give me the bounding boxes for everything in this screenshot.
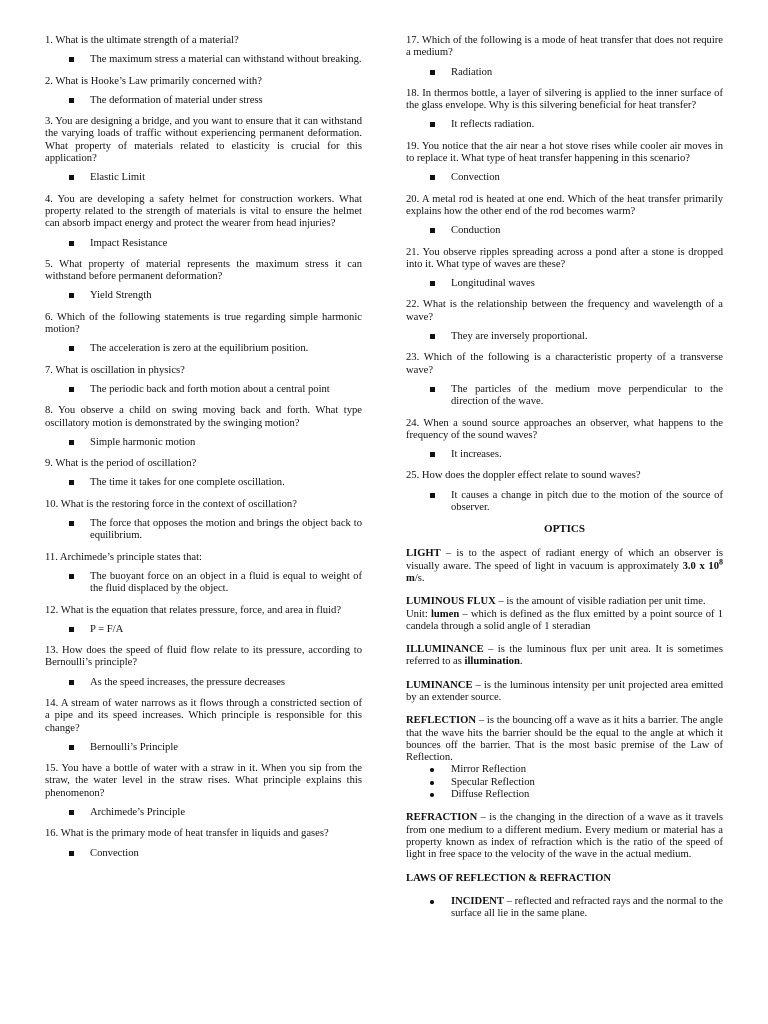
- question-text: 8. You observe a child on swing moving back and forth. What type oscillatory motion is demonstrated by the swinging motion?: [45, 405, 362, 429]
- luminous-flux-definition: [406, 596, 723, 633]
- answer: [45, 677, 362, 689]
- answer: [406, 384, 723, 409]
- reflection-types-list: [406, 764, 723, 801]
- qa-item-12: [45, 605, 362, 637]
- square-bullet-icon: [69, 440, 74, 445]
- qa-item-11: [45, 552, 362, 596]
- qa-item-10: [45, 499, 362, 543]
- refraction-term: REFRACTION: [406, 812, 478, 824]
- qa-item-1: [45, 35, 362, 67]
- square-bullet-icon: [69, 293, 74, 298]
- square-bullet-icon: [430, 334, 435, 339]
- qa-item-23: [406, 352, 723, 408]
- qa-item-18: [406, 88, 723, 132]
- question-text: 1. What is the ultimate strength of a material?: [45, 35, 239, 46]
- qa-item-8: [45, 405, 362, 449]
- qa-item-5: [45, 259, 362, 303]
- qa-item-19: [406, 141, 723, 185]
- list-item: [406, 764, 723, 776]
- bullet-icon: [430, 900, 434, 904]
- square-bullet-icon: [69, 480, 74, 485]
- answer-text: The acceleration is zero at the equilibrium position.: [90, 343, 309, 355]
- answer-text: It reflects radiation.: [451, 119, 535, 131]
- question-text: 7. What is oscillation in physics?: [45, 364, 185, 376]
- illuminance-tail: .: [519, 656, 523, 668]
- answer-text: It causes a change in pitch due to the motion of the source of observer.: [451, 489, 723, 514]
- reflection-term: REFLECTION: [406, 715, 477, 727]
- incident-term: INCIDENT: [451, 895, 504, 907]
- square-bullet-icon: [69, 627, 74, 632]
- answer-text: They are inversely proportional.: [451, 331, 588, 343]
- answer-text: Conduction: [451, 225, 501, 237]
- square-bullet-icon: [69, 680, 74, 685]
- question-text: 18. In thermos bottle, a layer of silvering is applied to the inner surface of the glass envelope. Why is this silvering beneficial for heat transfer?: [406, 87, 723, 112]
- question-text: 11. Archimede’s principle states that:: [45, 551, 203, 563]
- square-bullet-icon: [430, 228, 435, 233]
- answer: [45, 238, 362, 250]
- answer-text: The force that opposes the motion and brings the object back to equilibrium.: [90, 518, 362, 542]
- question-text: 17. Which of the following is a mode of heat transfer that does not require a medium?: [406, 35, 723, 59]
- answer: [45, 848, 362, 860]
- light-speed-base: 3.0 x 10: [682, 560, 719, 572]
- answer: [45, 54, 362, 66]
- answer-text: The periodic back and forth motion about a central point: [90, 383, 330, 395]
- qa-item-3: [45, 116, 362, 184]
- question-text: 24. When a sound source approaches an observer, what happens to the frequency of the sound waves?: [406, 417, 723, 441]
- answer-text: Archimede’s Principle: [90, 807, 186, 819]
- answer: [45, 437, 362, 449]
- qa-item-21: [406, 247, 723, 291]
- answer-text: The maximum stress a material can withstand without breaking.: [90, 54, 362, 66]
- bullet-icon: [430, 793, 434, 797]
- question-text: 2. What is Hooke’s Law primarily concerned with?: [45, 75, 262, 87]
- answer: [45, 384, 362, 396]
- answer: [45, 807, 362, 819]
- question-text: 14. A stream of water narrows as it flows through a constricted section of a pipe and its speed increases. Which principle is responsible for this change?: [45, 697, 362, 734]
- illuminance-term: ILLUMINANCE: [406, 644, 484, 656]
- bullet-icon: [430, 768, 434, 772]
- square-bullet-icon: [69, 57, 74, 62]
- answer-text: Longitudinal waves: [451, 278, 535, 290]
- answer: [406, 67, 723, 79]
- square-bullet-icon: [69, 574, 74, 579]
- qa-item-16: [45, 828, 362, 860]
- question-text: 12. What is the equation that relates pressure, force, and area in fluid?: [45, 604, 342, 616]
- question-text: 21. You observe ripples spreading across a pond after a stone is dropped into it. What type of waves are these?: [406, 246, 723, 270]
- square-bullet-icon: [430, 281, 435, 286]
- reflection-definition: [406, 715, 723, 764]
- answer-text: Convection: [90, 847, 139, 859]
- answer: [45, 624, 362, 636]
- answer-text: It increases.: [451, 449, 502, 461]
- answer: [406, 331, 723, 343]
- square-bullet-icon: [69, 745, 74, 750]
- answer: [406, 172, 723, 184]
- light-text: – is to the aspect of radiant energy of which an observer is visually aware. The speed of light in vacuum is approximately: [406, 548, 723, 572]
- reflection-type: Diffuse Reflection: [451, 789, 530, 801]
- question-text: 15. You have a bottle of water with a straw in it. When you sip from the straw, the water level in the straw rises. What principle explains this phenomenon?: [45, 763, 362, 799]
- square-bullet-icon: [430, 387, 435, 392]
- answer: [45, 477, 362, 489]
- answer-text: Radiation: [451, 66, 493, 78]
- left-column: [45, 35, 362, 869]
- light-speed-unit: m: [406, 572, 415, 584]
- answer: [45, 343, 362, 355]
- answer-text: Elastic Limit: [90, 172, 146, 184]
- square-bullet-icon: [430, 122, 435, 127]
- square-bullet-icon: [430, 452, 435, 457]
- answer-text: The deformation of material under stress: [90, 94, 263, 106]
- qa-item-14: [45, 698, 362, 754]
- answer-text: The time it takes for one complete oscillation.: [90, 477, 285, 489]
- qa-item-22: [406, 299, 723, 343]
- answer-text: The particles of the medium move perpendicular to the direction of the wave.: [451, 383, 723, 408]
- luminance-text: – is the luminous intensity per unit projected area emitted by an extender source.: [406, 679, 723, 703]
- question-text: 19. You notice that the air near a hot stove rises while cooler air moves in to replace it. What type of heat transfer happening in this scenario?: [406, 140, 723, 165]
- incident-text: – reflected and refracted rays and the normal to the surface all lie in the same plane.: [451, 895, 723, 920]
- square-bullet-icon: [69, 98, 74, 103]
- qa-item-24: [406, 418, 723, 462]
- answer: [406, 490, 723, 515]
- reflection-type: Mirror Reflection: [451, 764, 527, 776]
- right-column: [406, 35, 723, 920]
- square-bullet-icon: [69, 175, 74, 180]
- question-text: 6. Which of the following statements is true regarding simple harmonic motion?: [45, 311, 362, 336]
- light-speed-exponent: 8: [719, 557, 723, 567]
- question-text: 20. A metal rod is heated at one end. Which of the heat transfer primarily explains how the other end of the rod becomes warm?: [406, 193, 723, 217]
- incident-law: [406, 896, 723, 921]
- answer: [45, 742, 362, 754]
- answer-text: As the speed increases, the pressure decreases: [90, 676, 286, 688]
- qa-item-9: [45, 458, 362, 490]
- question-text: 22. What is the relationship between the frequency and wavelength of a wave?: [406, 299, 723, 323]
- reflection-type: Specular Reflection: [451, 776, 535, 788]
- answer-text: Simple harmonic motion: [90, 436, 196, 448]
- square-bullet-icon: [69, 387, 74, 392]
- question-text: 4. You are developing a safety helmet for construction workers. What property related to the strength of materials is vital to ensure the helmet can absorb impact energy and protect the wearer from head injuries?: [45, 193, 362, 230]
- qa-item-20: [406, 194, 723, 238]
- qa-item-6: [45, 312, 362, 356]
- answer-text: Impact Resistance: [90, 237, 168, 249]
- optics-heading: OPTICS: [544, 523, 585, 536]
- answer: [45, 290, 362, 302]
- unit-label: Unit:: [406, 608, 431, 620]
- question-text: 25. How does the doppler effect relate to sound waves?: [406, 470, 641, 482]
- qa-item-13: [45, 645, 362, 689]
- answer: [45, 518, 362, 543]
- question-text: 3. You are designing a bridge, and you want to ensure that it can withstand the varying loads of traffic without experiencing permanent deformation. What property of materials related to elasticity is crucial for this application?: [45, 116, 362, 165]
- list-item: [406, 789, 723, 801]
- question-text: 9. What is the period of oscillation?: [45, 458, 197, 470]
- question-text: 13. How does the speed of fluid flow relate to its pressure, according to Bernoulli’s principle?: [45, 645, 362, 669]
- unit-text: – which is defined as the flux emitted by a point source of 1 candela through a solid angle of 1 steradian: [406, 608, 723, 632]
- bullet-icon: [430, 781, 434, 785]
- answer: [45, 172, 362, 184]
- answer-text: Convection: [451, 172, 500, 184]
- square-bullet-icon: [69, 810, 74, 815]
- luminance-definition: [406, 680, 723, 705]
- luminance-term: LUMINANCE: [406, 679, 473, 691]
- question-text: 23. Which of the following is a characteristic property of a transverse wave?: [406, 352, 723, 376]
- question-text: 16. What is the primary mode of heat transfer in liquids and gases?: [45, 828, 329, 840]
- illuminance-text: – is the luminous flux per unit area. It is sometimes referred to as: [406, 644, 723, 668]
- answer: [406, 278, 723, 290]
- qa-item-7: [45, 365, 362, 397]
- square-bullet-icon: [430, 493, 435, 498]
- light-tail: /s.: [414, 572, 425, 584]
- answer-text: Yield Strength: [90, 290, 152, 302]
- qa-item-2: [45, 76, 362, 108]
- square-bullet-icon: [69, 521, 74, 526]
- light-term: LIGHT: [406, 548, 441, 560]
- question-text: 5. What property of material represents the maximum stress it can withstand before permanent deformation?: [45, 258, 362, 283]
- light-definition: [406, 548, 723, 585]
- answer: [406, 449, 723, 461]
- luminous-flux-term: LUMINOUS FLUX: [406, 596, 496, 608]
- square-bullet-icon: [430, 70, 435, 75]
- square-bullet-icon: [430, 175, 435, 180]
- refraction-definition: [406, 812, 723, 861]
- answer-text: Bernoulli’s Principle: [90, 741, 178, 753]
- refraction-text: – is the changing in the direction of a wave as it travels from one medium to a different medium. Every medium or material has a property known as index of refraction which is the ratio of the speed of light in free space to the velocity of the wave in the actual medium.: [406, 812, 723, 861]
- square-bullet-icon: [69, 346, 74, 351]
- answer: [45, 95, 362, 107]
- answer: [406, 119, 723, 131]
- illumination-term: illumination: [464, 656, 520, 668]
- laws-section-title: LAWS OF REFLECTION & REFRACTION: [406, 872, 612, 884]
- answer: [45, 571, 362, 596]
- answer: [406, 225, 723, 237]
- unit-term: lumen: [430, 608, 460, 620]
- qa-item-4: [45, 194, 362, 250]
- square-bullet-icon: [69, 241, 74, 246]
- illuminance-definition: [406, 644, 723, 669]
- answer-text: The buoyant force on an object in a fluid is equal to weight of the fluid displaced by the object.: [90, 570, 362, 595]
- qa-item-15: [45, 763, 362, 819]
- qa-item-25: [406, 470, 723, 514]
- reflection-text: – is the bouncing off a wave as it hits a barrier. The angle that the wave hits the barrier should be the equal to the angle at which it bounces off the barrier. That is the most basic premise of the Law of Reflection.: [406, 715, 723, 764]
- square-bullet-icon: [69, 851, 74, 856]
- list-item: [406, 777, 723, 789]
- qa-item-17: [406, 35, 723, 79]
- luminous-flux-text: – is the amount of visible radiation per unit time.: [495, 596, 706, 608]
- question-text: 10. What is the restoring force in the context of oscillation?: [45, 498, 297, 510]
- answer-text: P = F/A: [90, 623, 124, 635]
